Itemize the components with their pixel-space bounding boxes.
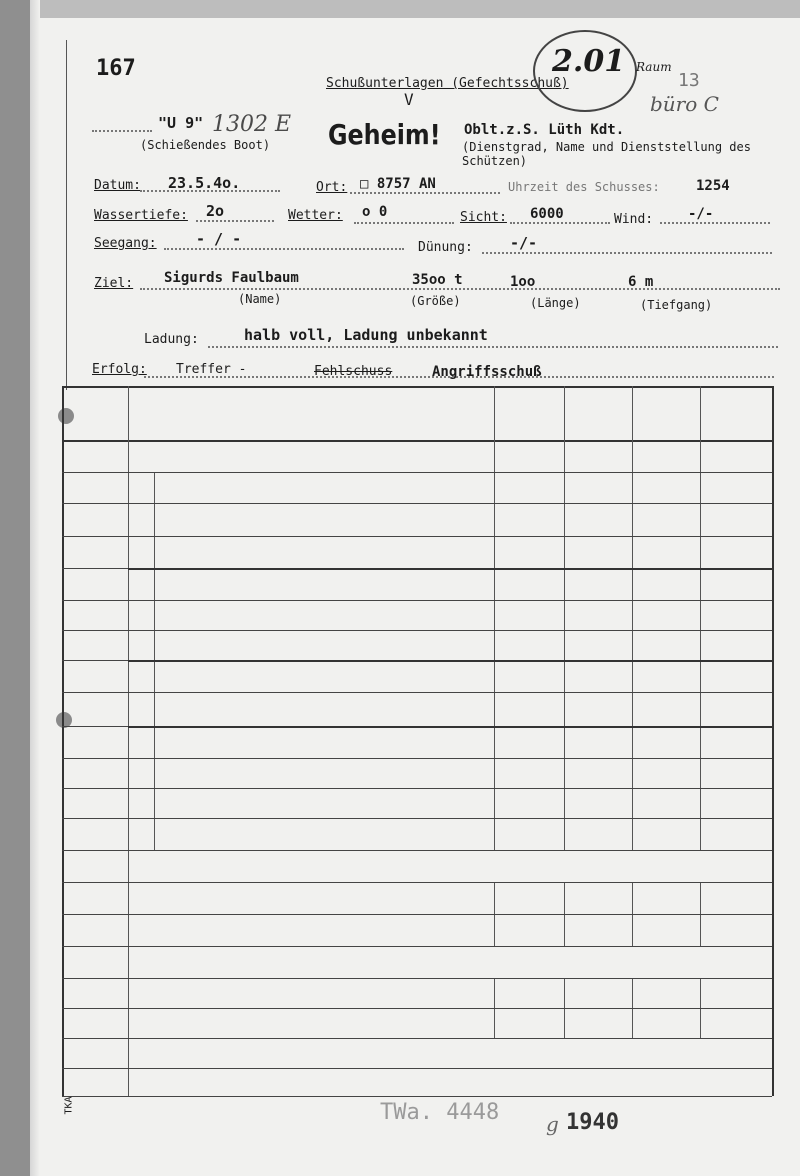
secret-stamp: Geheim! bbox=[328, 118, 441, 151]
seegang-label: Seegang: bbox=[94, 236, 157, 251]
ziel-label: Ziel: bbox=[94, 276, 134, 291]
form-title: Schußunterlagen (Gefechtsschuß) bbox=[326, 76, 569, 91]
erfolg-value: Treffer - bbox=[176, 362, 247, 377]
ort-value: □ 8757 AN bbox=[360, 176, 436, 192]
side-stamp: TKA bbox=[63, 1096, 75, 1115]
ziel-name: Sigurds Faulbaum bbox=[164, 270, 299, 286]
uhrzeit-label: Uhrzeit des Schusses: bbox=[508, 180, 660, 194]
sicht-label: Sicht: bbox=[460, 210, 507, 225]
wassertiefe-value: 2o bbox=[206, 202, 225, 220]
datum-value: 23.5.4o. bbox=[168, 174, 241, 192]
boat-value: "U 9" bbox=[158, 114, 204, 132]
page-mark: 13 bbox=[678, 70, 700, 91]
duenung-value: -/- bbox=[510, 234, 538, 252]
wind-label: Wind: bbox=[614, 212, 654, 227]
boat-hand: 1302 E bbox=[212, 112, 292, 137]
wetter-value: o 0 bbox=[362, 204, 388, 220]
scan-edge bbox=[0, 0, 30, 1176]
hand-note-top: Raum bbox=[636, 60, 672, 74]
laenge-caption: (Länge) bbox=[530, 296, 581, 310]
commander-value: Oblt.z.S. Lüth Kdt. bbox=[464, 122, 625, 138]
uhrzeit-value: 1254 bbox=[696, 178, 730, 194]
commander-label: (Dienstgrad, Name und Dienststellung des Schützen) bbox=[462, 140, 751, 168]
ziel-groesse: 35oo t bbox=[412, 272, 463, 288]
seegang-value: - / - bbox=[196, 230, 242, 248]
stamp-number: 2.01 bbox=[552, 44, 626, 79]
ladung-value: halb voll, Ladung unbekannt bbox=[244, 326, 488, 344]
ladung-label: Ladung: bbox=[144, 332, 199, 347]
ziel-laenge: 1oo bbox=[510, 274, 536, 290]
datum-label: Datum: bbox=[94, 178, 141, 193]
wind-value: -/- bbox=[688, 206, 714, 222]
ziel-tiefgang: 6 m bbox=[628, 274, 654, 290]
wetter-label: Wetter: bbox=[288, 208, 343, 223]
archive-hand: g bbox=[546, 1112, 559, 1136]
ort-label: Ort: bbox=[316, 180, 348, 195]
tiefgang-caption: (Tiefgang) bbox=[640, 298, 713, 312]
archive-number: TWa. 4448 bbox=[380, 1100, 500, 1125]
archive-year: 1940 bbox=[566, 1110, 619, 1135]
sicht-value: 6000 bbox=[530, 206, 564, 222]
name-caption: (Name) bbox=[238, 292, 282, 306]
wassertiefe-label: Wassertiefe: bbox=[94, 208, 188, 223]
groesse-caption: (Größe) bbox=[410, 294, 461, 308]
erfolg-extra: Angriffsschuß bbox=[432, 364, 542, 380]
erfolg-label: Erfolg: bbox=[92, 362, 147, 377]
erfolg-struck: Fehlschuss bbox=[314, 364, 393, 379]
duenung-label: Dünung: bbox=[418, 240, 473, 255]
boat-label: (Schießendes Boot) bbox=[140, 138, 271, 152]
punch-hole bbox=[58, 408, 74, 424]
page-number: 167 bbox=[96, 56, 136, 81]
hand-note-right: büro C bbox=[650, 92, 719, 116]
